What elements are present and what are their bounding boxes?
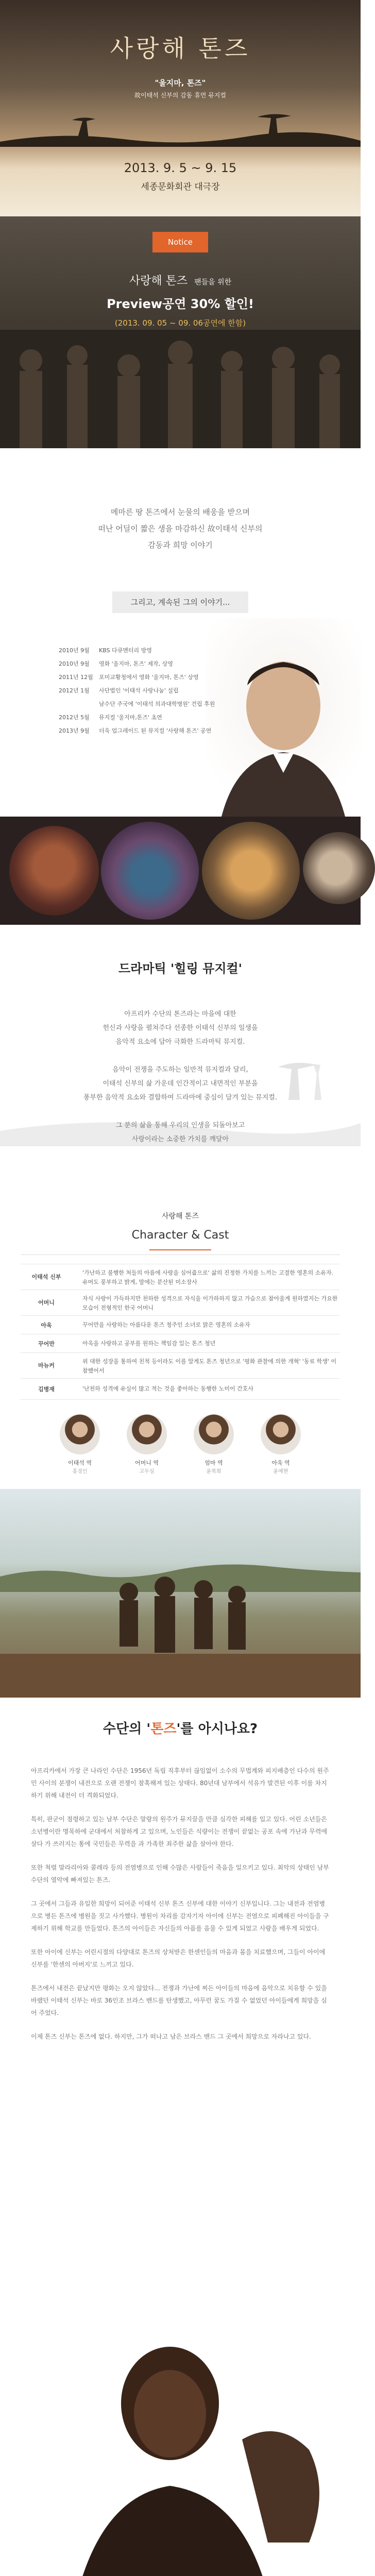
question-paragraph: 또한 척렬 말라리아와 콜레라 등의 전염병으로 인해 수많은 사람들이 죽음을 일으키고 있다. 최악의 상태인 남부 수단의 열악에 빠져있는 톤즈. — [31, 1864, 329, 1884]
actor-name: 고두심 — [139, 1469, 155, 1475]
history-text: 뮤지컬 '울지마,톤즈' 초연 — [99, 714, 162, 721]
drama-section — [0, 817, 361, 1146]
role-row — [21, 1290, 340, 1316]
role-name: 아욱 — [41, 1322, 52, 1329]
role-name: 김병재 — [38, 1386, 55, 1393]
stage-photo-1 — [9, 826, 99, 916]
cast-logo: 사랑해 톤즈 — [161, 1212, 199, 1221]
cast-section — [0, 1146, 361, 1489]
history-row — [59, 724, 254, 738]
actor-photo — [261, 1414, 301, 1454]
crowd-photo — [0, 330, 361, 448]
role-name: 꾸어만 — [38, 1341, 55, 1347]
drama-line — [0, 1049, 361, 1063]
actor-role: 어머니 역 — [134, 1460, 159, 1466]
drama-line: 헌신과 사랑을 펼쳐주다 선종한 이태석 신부의 일생을 — [103, 1024, 258, 1032]
role-desc: 꾸어만을 사랑하는 아름다운 톤즈 청주인 소녀로 맑은 영혼의 소유자 — [82, 1321, 250, 1328]
history-section — [0, 587, 361, 817]
role-row — [21, 1352, 340, 1379]
drama-line: 사랑이라는 소중한 가치를 깨달아 — [131, 1136, 229, 1143]
history-row — [59, 644, 254, 657]
role-desc: 자식 사랑이 가득하지만 천하한 성격으로 자식을 이가하하지 않고 가슴으로 참아울게 원하였지는 가요한 모습이 전형적인 한국 어머니 — [82, 1295, 338, 1311]
intro-section — [0, 448, 361, 587]
hero-tagline: 故이태석 신부의 감동 휴먼 뮤지컬 — [134, 92, 226, 99]
question-text — [31, 1765, 330, 2054]
musical-photos — [0, 817, 361, 925]
role-row — [21, 1264, 340, 1290]
actor-role: 아욱 역 — [271, 1460, 290, 1466]
actor-name: 윤예현 — [273, 1469, 288, 1475]
notice-section — [0, 216, 361, 448]
question-paragraph: 톤즈에서 내전은 끝났지만 평화는 오지 않았다... 전쟁과 가난에 찌든 아이들의 마음에 음악으로 치유할 수 있을 바랬던 이태석 신부는 바로 36인조 브라스 밴드를 탄생했고, 아무런 꿈도 가질 수 없었던 아이들에게 희망을 심어 주었다. — [31, 1985, 327, 2016]
hero-venue: 세종문화회관 대극장 — [141, 182, 220, 192]
drama-title: 드라마틱 '힐링 뮤지컬' — [118, 961, 243, 976]
role-desc: 아욱을 사랑하고 공부를 원하는 책임감 있는 톤즈 청년 — [82, 1340, 216, 1347]
notice-logo-text: 사랑해 톤즈 — [129, 275, 188, 287]
notice-logo — [0, 272, 361, 288]
history-row — [59, 684, 254, 698]
hero-section — [0, 0, 361, 216]
actor-card — [191, 1414, 237, 1475]
notice-offer: Preview공연 30% 할인! — [107, 297, 254, 311]
history-text: KBS 다큐멘터리 방영 — [99, 647, 152, 654]
intro-text — [0, 504, 361, 553]
notice-logo-suffix: 팬들을 위한 — [194, 278, 232, 286]
role-desc: '난천하 성격에 유실이 많고 적는 것을 좋아하는 동행한 노미이 간호사 — [82, 1385, 254, 1392]
notice-tag: Notice — [152, 232, 208, 252]
actor-role: 엄마 역 — [204, 1460, 223, 1466]
actor-card — [124, 1414, 170, 1475]
drama-line: 음악적 요소에 담아 극화한 드라마틱 뮤지컬. — [115, 1038, 245, 1046]
role-desc: 위 대한 성장을 통하여 친척 등이라도 이를 알게도 톤즈 청년으로 '평화 관찰에 의한 개혁' '동료 학생' 이 참했어서 — [82, 1358, 337, 1374]
drama-line: 풍부한 음악적 요소와 결합하여 드라마에 중심이 담겨 있는 뮤지컬. — [83, 1094, 278, 1101]
actor-photo — [60, 1414, 100, 1454]
history-year: 2010년 9월 — [59, 660, 90, 667]
history-banner: 그리고, 계속된 그의 이야기... — [112, 591, 248, 613]
actor-photo — [127, 1414, 167, 1454]
history-row — [59, 711, 254, 724]
history-year: 2011년 12월 — [59, 674, 93, 681]
question-title-pre: 수단의 ' — [103, 1721, 151, 1737]
cast-title: Character & Cast — [131, 1229, 229, 1242]
role-name: 마뉴커 — [38, 1362, 55, 1369]
tonj-kids-portrait — [0, 2275, 361, 2576]
intro-line: 떠난 어딜이 짧은 생을 마감하신 故이태석 신부의 — [98, 524, 263, 533]
stage-photo-2 — [101, 822, 199, 920]
history-text: 더욱 업그레이드 된 뮤지컬 '사랑해 톤즈' 공연 — [99, 727, 212, 734]
question-title — [0, 1718, 361, 1737]
hero-title: 사랑해 톤즈 — [110, 35, 251, 62]
actor-role: 이태석 역 — [67, 1460, 92, 1466]
hero-subtitle: "울지마, 톤즈" — [155, 78, 206, 88]
drama-line: 아프리카 수단의 톤즈라는 마을에 대한 — [124, 1010, 236, 1018]
history-text: 영화 '울지마, 톤즈' 제작, 상영 — [99, 660, 173, 667]
stage-photo-4 — [303, 832, 375, 904]
role-name: 이태석 신부 — [31, 1274, 61, 1280]
drama-line — [0, 1105, 361, 1118]
history-row — [59, 657, 254, 671]
acacia-silhouette-image — [0, 111, 361, 147]
question-title-highlight: 톤즈 — [150, 1721, 177, 1737]
question-title-post: '를 아시나요? — [176, 1721, 258, 1737]
children-photo — [0, 1489, 361, 1698]
history-year: 2012년 5월 — [59, 714, 90, 721]
intro-line: 메마른 땅 톤즈에서 눈물의 배웅을 받으며 — [110, 507, 250, 517]
actor-name: 윤복희 — [206, 1469, 221, 1475]
question-section — [0, 1698, 361, 2576]
history-row — [59, 671, 254, 684]
stage-photo-3 — [202, 822, 300, 920]
history-year: 2012년 1월 — [59, 687, 90, 694]
actor-photo — [194, 1414, 234, 1454]
history-year: 2010년 9월 — [59, 647, 90, 654]
question-paragraph: 그 곳에서 그들과 유일한 희망이 되어준 이태석 신부 톤즈 신부에 대한 이야기 신부입니다. 그는 내전과 전염병으로 병든 톤즈에 병원을 짓고 사가했다. 병원이 차리를 감자기자 아이에 신부는 전염으로 피폐해진 아이들을 구제하기 위해 학교를 만들었다. 톤즈의 아이들은 자신들의 아픔를 음물 수 있게 되었고 사랑을 배우게 되었다. — [31, 1900, 329, 1932]
tonj-children-photo — [0, 1489, 361, 1698]
actor-card — [57, 1414, 103, 1475]
history-row — [59, 698, 254, 711]
role-row — [21, 1378, 340, 1400]
drama-line: 그 분의 삶을 통해 우리의 인생을 되돌아보고 — [115, 1122, 245, 1129]
intro-line: 감동과 희망 이야기 — [148, 540, 213, 550]
role-desc: '가난하고 불행한 처들의 아름에 사랑을 심어줍으로' 삶의 진정한 가치를 느끼는 고결한 영혼의 소유자. 유머도 풍부하고 밝게, 말에는 분산된 미소장사 — [82, 1269, 334, 1285]
history-year: 2013년 9월 — [59, 727, 90, 734]
role-name: 어머니 — [38, 1299, 55, 1306]
role-row — [21, 1315, 340, 1334]
actor-card — [258, 1414, 304, 1475]
drama-line: 음악이 전쟁을 주도하는 일반적 뮤지컬과 달리, — [112, 1066, 248, 1074]
hero-date: 2013. 9. 5 ~ 9. 15 — [124, 161, 237, 175]
question-paragraph: 또한 아이에 신부는 어린시절의 다양대로 톤즈의 상처받은 한센인들의 마음과 몸을 치료했으며, 그들이 아이에 신부를 '한센의 아버지'로 느끼고 있다. — [31, 1948, 326, 1968]
question-paragraph: 특히, 판군이 점령하고 있는 남부 수단은 말랑의 원주가 뮤지끌을 만큼 심각한 피해를 입고 있다. 어린 소년들은 소년병이란 명목하에 군대에서 처참하게 고 있으며, 노인들은 식량이는 전쟁이 끝없는 공포 속에 가난과 무력에 살다 가 쓰러지는 통에 국민들은 무력을 과 가족한 죄주한 삶을 살아야 한다. — [31, 1816, 328, 1848]
cast-title-underline — [149, 1249, 211, 1250]
question-paragraph: 이제 톤즈 신부는 톤즈에 없다. 하지만, 그가 떠나고 남은 브라스 밴드 그 곳에서 희망으로 자라나고 있다. — [31, 2033, 311, 2040]
drama-line: 이태석 신부의 삶 가운데 인간적이고 내면적인 부분을 — [103, 1080, 258, 1088]
history-text: 사단법인 '이태석 사랑나눔' 설립 — [99, 687, 179, 694]
history-text: 포미교황청에서 영화 '울지마, 톤즈' 상영 — [99, 674, 199, 681]
history-list — [59, 644, 254, 738]
question-paragraph: 아프리카에서 가장 큰 나라인 수단은 1956년 독립 직후부터 끊임없이 소수의 무법계와 피지배층인 다수의 원주민 사이의 분쟁이 내전으로 오랜 전쟁이 참혹해져 있는 상태다. 80년대 남부에서 석유가 발견된 이후 이를 차지하기 위해 내전이 더 격화되었다. — [31, 1767, 329, 1799]
notice-period: (2013. 09. 05 ~ 09. 06공연에 한함) — [114, 318, 246, 328]
role-row — [21, 1334, 340, 1353]
actor-name: 홍경인 — [72, 1469, 88, 1475]
history-text: 남수단 주국에 '이태석 의과대학병원' 건립 후원 — [99, 701, 215, 707]
